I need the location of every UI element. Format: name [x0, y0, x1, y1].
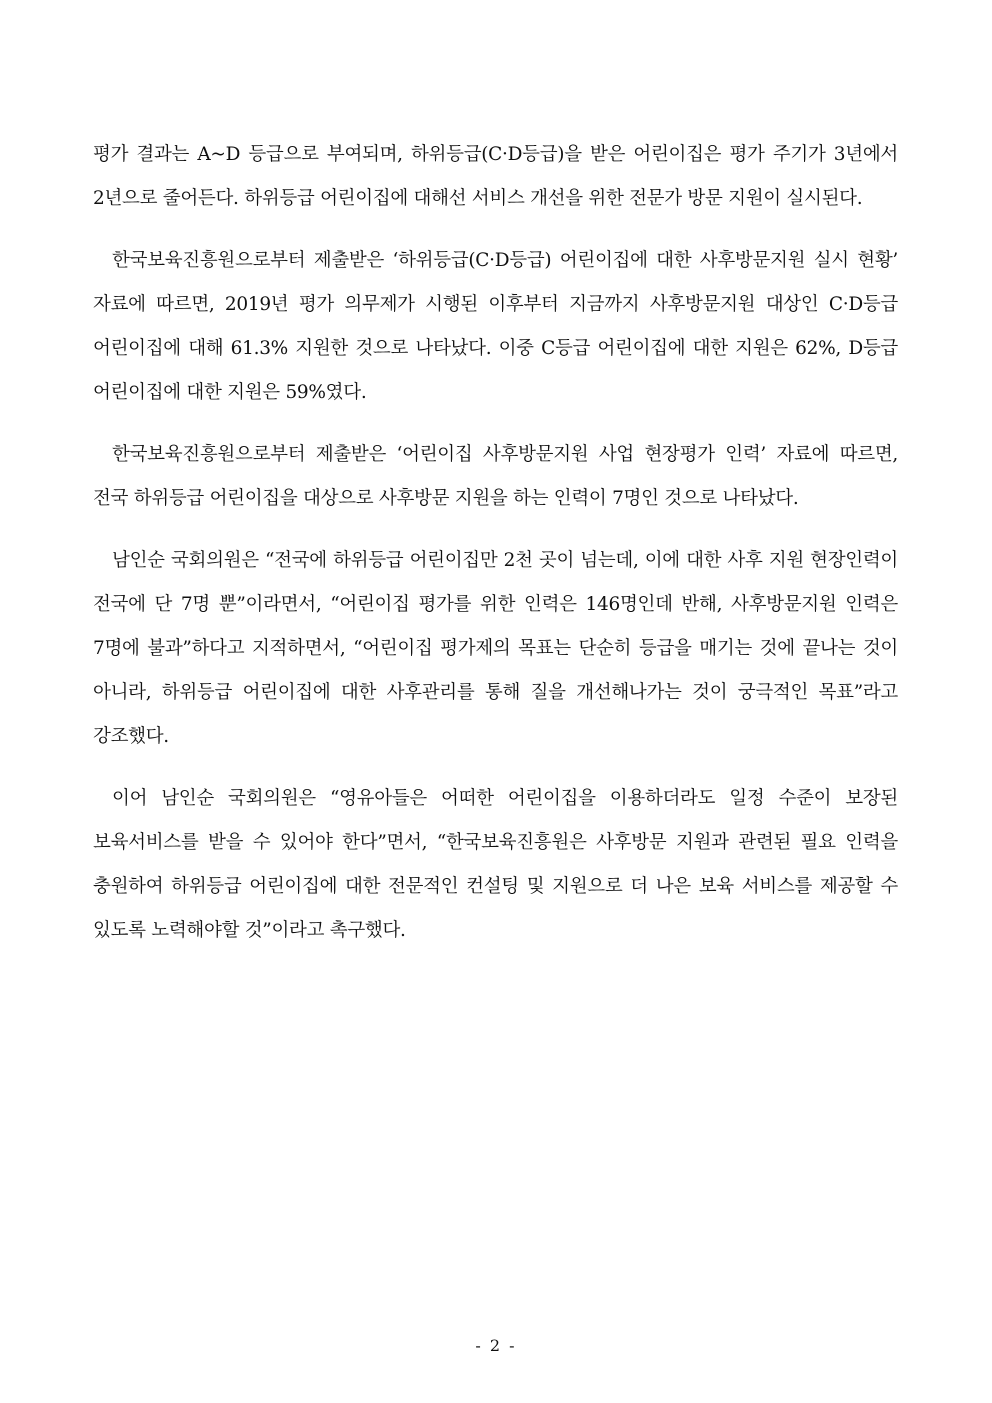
document-body [93, 133, 898, 971]
paragraph-follow-up-visit-status: 한국보육진흥원으로부터 제출받은 ‘하위등급(C·D등급) 어린이집에 대한 사후방문지원 실시 현황’ 자료에 따르면, 2019년 평가 의무제가 시행된 이후부터 지금까지 사후방문지원 대상인 C·D등급 어린이집에 대해 61.3% 지원한 것으로 나타났다. 이중 C등급 어린이집에 대한 지원은 62%, D등급 어린이집에 대한 지원은 59%였다. [93, 250, 898, 403]
paragraph-field-staff: 한국보육진흥원으로부터 제출받은 ‘어린이집 사후방문지원 사업 현장평가 인력’ 자료에 따르면, 전국 하위등급 어린이집을 대상으로 사후방문 지원을 하는 인력이 7명인 것으로 나타났다. [93, 444, 898, 509]
paragraph-lawmaker-urging: 이어 남인순 국회의원은 “영유아들은 어떠한 어린이집을 이용하더라도 일정 수준이 보장된 보육서비스를 받을 수 있어야 한다”면서, “한국보육진흥원은 사후방문 지원과 관련된 필요 인력을 충원하여 하위등급 어린이집에 대한 전문적인 컨설팅 및 지원으로 더 나은 보육 서비스를 제공할 수 있도록 노력해야할 것”이라고 촉구했다. [93, 788, 898, 941]
paragraph-evaluation-grades: 평가 결과는 A~D 등급으로 부여되며, 하위등급(C·D등급)을 받은 어린이집은 평가 주기가 3년에서 2년으로 줄어든다. 하위등급 어린이집에 대해선 서비스 개선을 위한 전문가 방문 지원이 실시된다. [93, 144, 898, 209]
paragraph-lawmaker-remarks: 남인순 국회의원은 “전국에 하위등급 어린이집만 2천 곳이 넘는데, 이에 대한 사후 지원 현장인력이 전국에 단 7명 뿐”이라면서, “어린이집 평가를 위한 인력은 146명인데 반해, 사후방문지원 인력은 7명에 불과”하다고 지적하면서, “어린이집 평가제의 목표는 단순히 등급을 매기는 것에 끝나는 것이 아니라, 하위등급 어린이집에 대한 사후관리를 통해 질을 개선해나가는 것이 궁극적인 목표”라고 강조했다. [93, 550, 898, 747]
page-number: - 2 - [475, 1336, 517, 1355]
